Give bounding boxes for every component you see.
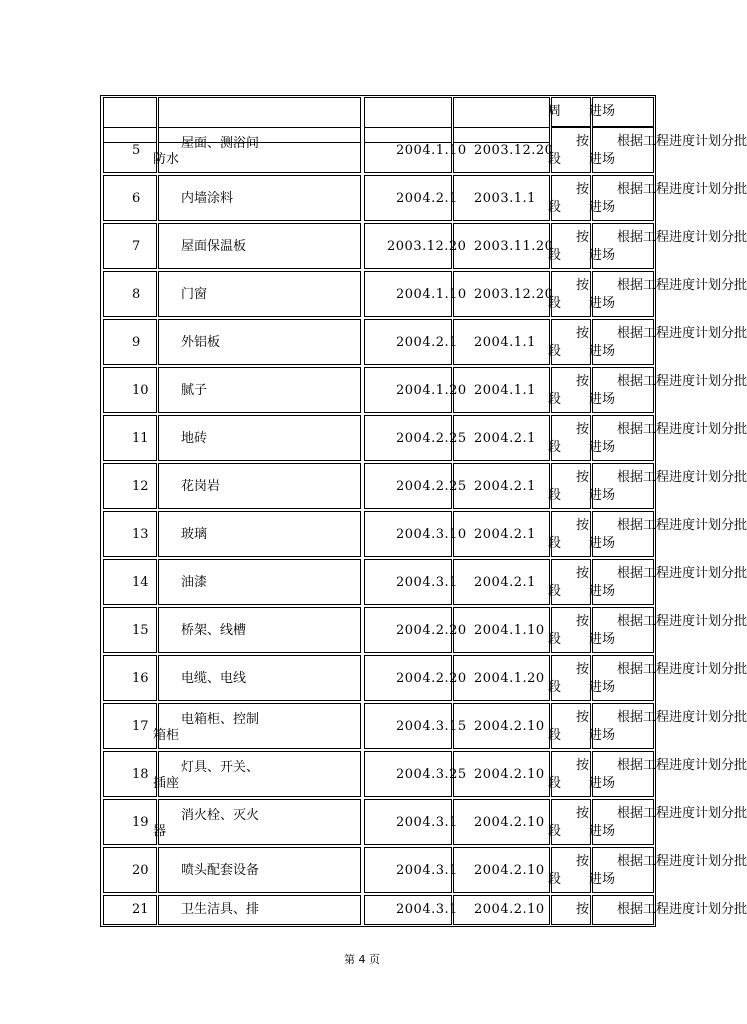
date2-text: 2004.2.1 (474, 479, 536, 494)
date1-cell (364, 415, 467, 461)
plan-cell (589, 415, 747, 461)
table-row (101, 366, 747, 414)
date1-cell (364, 703, 467, 749)
row-number-cell (103, 703, 157, 749)
duan-text: 段 (548, 728, 562, 743)
date2-text: 2004.1.1 (474, 383, 536, 398)
plan-text: 根据工程进度计划分批 (617, 278, 747, 293)
date2-cell (453, 799, 550, 845)
table-cell (589, 97, 654, 127)
jinchang-text: 进场 (589, 536, 616, 551)
material-name-cell (153, 127, 361, 173)
plan-cell (589, 127, 747, 173)
an-text: 按 (576, 518, 590, 533)
an-cell (548, 559, 591, 605)
plan-text: 根据工程进度计划分批 (617, 854, 747, 869)
date2-cell (453, 559, 550, 605)
material-schedule-table (100, 95, 747, 927)
material-name-line1: 屋面、测浴间 (181, 136, 260, 151)
date1-text: 2004.1.10 (396, 287, 467, 302)
material-name: 油漆 (181, 575, 208, 590)
an-cell (548, 703, 591, 749)
an-text: 按 (576, 422, 590, 437)
date1-cell (364, 847, 458, 893)
material-name-line1: 灯具、开关、 (181, 760, 260, 775)
page-footer: 第 4 页 (344, 953, 380, 966)
date1-text: 2004.2.1 (396, 191, 458, 206)
material-name-cell (158, 607, 361, 653)
date1-cell (364, 655, 467, 701)
date2-text: 2004.2.10 (474, 767, 545, 782)
material-name-cell (153, 799, 361, 845)
jinchang-text: 进场 (589, 248, 616, 263)
date2-text: 2004.2.10 (474, 719, 545, 734)
date2-text: 2004.1.20 (474, 671, 545, 686)
an-text: 按 (576, 614, 590, 629)
date1-text: 2004.1.10 (396, 143, 467, 158)
date1-text: 2004.2.25 (396, 431, 467, 446)
plan-cell (589, 703, 747, 749)
material-name: 卫生洁具、排 (181, 902, 260, 917)
row-number: 5 (132, 143, 141, 158)
date2-text: 2003.11.20 (474, 239, 554, 254)
an-cell (548, 463, 591, 509)
jinchang-text: 进场 (589, 824, 616, 839)
date2-text: 2003.12.20 (474, 287, 554, 302)
material-name: 玻璃 (181, 527, 208, 542)
jinchang-text: 进场 (589, 872, 616, 887)
table-row (101, 558, 747, 606)
plan-text: 根据工程进度计划分批 (617, 662, 747, 677)
date1-cell (364, 463, 467, 509)
material-name-line1: 消火栓、灭火 (181, 808, 260, 823)
jinchang-text: 进场 (589, 392, 616, 407)
material-name: 地砖 (181, 431, 208, 446)
duan-text: 段 (548, 248, 562, 263)
row-number-cell (103, 319, 157, 365)
material-name-cell (153, 703, 361, 749)
date2-text: 2004.1.10 (474, 623, 545, 638)
plan-text: 根据工程进度计划分批 (617, 758, 747, 773)
row-number-cell (103, 847, 157, 893)
row-number: 17 (132, 719, 149, 734)
plan-cell (589, 175, 747, 221)
duan-text: 段 (548, 392, 562, 407)
an-text: 按 (576, 230, 590, 245)
date1-cell (364, 751, 467, 797)
date2-cell (453, 655, 550, 701)
row-number-cell (103, 175, 157, 221)
date1-text: 2004.1.20 (396, 383, 467, 398)
row-number: 18 (132, 767, 149, 782)
table-cell (548, 97, 591, 127)
material-name: 门窗 (181, 287, 208, 302)
jinchang-text: 进场 (589, 200, 616, 215)
plan-text: 根据工程进度计划分批 (617, 902, 747, 917)
date1-text: 2004.3.25 (396, 767, 467, 782)
table-row (101, 654, 747, 702)
date2-text: 2004.1.1 (474, 335, 536, 350)
row-number: 15 (132, 623, 149, 638)
an-text: 按 (576, 662, 590, 677)
plan-cell (589, 847, 747, 893)
jinchang-text: 进场 (589, 680, 616, 695)
duan-text: 段 (548, 536, 562, 551)
plan-cell (589, 319, 747, 365)
jinchang-text: 进场 (589, 584, 616, 599)
an-cell (548, 607, 591, 653)
plan-text: 根据工程进度计划分批 (617, 806, 747, 821)
an-cell (548, 799, 591, 845)
material-name: 屋面保温板 (181, 239, 247, 254)
row-number: 11 (132, 431, 149, 446)
row-number-cell (103, 463, 157, 509)
plan-text: 根据工程进度计划分批 (617, 518, 747, 533)
date1-cell (364, 511, 467, 557)
row-number-cell (103, 895, 157, 925)
duan-text: 段 (548, 440, 562, 455)
date1-cell (364, 559, 458, 605)
plan-text: 根据工程进度计划分批 (617, 566, 747, 581)
row-number: 10 (132, 383, 149, 398)
an-text: 按 (576, 758, 590, 773)
an-cell (548, 223, 591, 269)
plan-text: 根据工程进度计划分批 (617, 326, 747, 341)
plan-text: 根据工程进度计划分批 (617, 710, 747, 725)
table-row (101, 846, 747, 894)
plan-cell (589, 511, 747, 557)
material-name: 喷头配套设备 (181, 863, 260, 878)
material-name-cell (158, 559, 361, 605)
date1-text: 2004.3.1 (396, 863, 458, 878)
plan-cell (589, 559, 747, 605)
material-name-cell (158, 895, 361, 925)
table-row (101, 462, 747, 510)
row-number: 21 (132, 902, 149, 917)
date1-cell (364, 895, 458, 925)
material-name: 花岗岩 (181, 479, 221, 494)
jinchang-text: 进场 (589, 728, 616, 743)
date2-text: 2004.2.10 (474, 863, 545, 878)
date2-cell (453, 895, 550, 925)
jinchang-text: 进场 (589, 440, 616, 455)
jinchang-text: 进场 (589, 296, 616, 311)
date1-text: 2004.2.20 (396, 623, 467, 638)
material-name: 电缆、电线 (181, 671, 247, 686)
date1-text: 2004.3.1 (396, 575, 458, 590)
date2-text: 2003.1.1 (474, 191, 536, 206)
row-number: 9 (132, 335, 141, 350)
plan-text: 根据工程进度计划分批 (617, 470, 747, 485)
date1-cell (364, 175, 458, 221)
plan-cell (589, 463, 747, 509)
row-number-cell (103, 367, 157, 413)
table-row (101, 750, 747, 798)
jinchang-text: 进场 (589, 776, 616, 791)
date1-cell (364, 127, 467, 173)
material-name-cell (158, 655, 361, 701)
row-number-cell (103, 607, 157, 653)
row-number-cell (103, 559, 157, 605)
date2-cell (453, 607, 550, 653)
an-cell (548, 127, 591, 173)
plan-cell (589, 751, 747, 797)
an-cell (548, 175, 591, 221)
table-row (101, 126, 747, 174)
material-name-cell (158, 511, 361, 557)
an-text: 按 (576, 374, 590, 389)
material-name: 腻子 (181, 383, 208, 398)
an-text: 按 (576, 326, 590, 341)
plan-cell (589, 607, 747, 653)
material-name-cell (158, 367, 361, 413)
plan-cell (589, 655, 747, 701)
row-number-cell (103, 127, 157, 173)
duan-text: 段 (548, 584, 562, 599)
row-number-cell (103, 511, 157, 557)
material-name-line2: 防水 (153, 152, 180, 167)
material-name-cell (158, 271, 361, 317)
table-row (101, 606, 747, 654)
date1-cell (364, 799, 458, 845)
plan-text: 根据工程进度计划分批 (617, 230, 747, 245)
material-name-cell (158, 319, 361, 365)
material-name-line1: 电箱柜、控制 (181, 712, 260, 727)
plan-cell (592, 895, 747, 925)
duan-text: 段 (548, 296, 562, 311)
an-cell (548, 751, 591, 797)
material-name-cell (158, 463, 361, 509)
date1-text: 2004.3.10 (396, 527, 467, 542)
row-number-cell (103, 799, 157, 845)
an-text: 按 (576, 470, 590, 485)
material-name: 内墙涂料 (181, 191, 234, 206)
duan-text: 段 (548, 776, 562, 791)
row-number: 6 (132, 191, 141, 206)
table-row (101, 702, 747, 750)
table-row (101, 174, 747, 222)
plan-text: 根据工程进度计划分批 (617, 182, 747, 197)
date2-cell (453, 367, 550, 413)
row-number: 7 (132, 239, 141, 254)
material-name-cell (158, 847, 361, 893)
date1-cell (364, 319, 458, 365)
material-name: 外铝板 (181, 335, 221, 350)
material-name-cell (158, 415, 361, 461)
material-name-cell (153, 751, 361, 797)
an-cell (551, 895, 591, 925)
plan-text: 根据工程进度计划分批 (617, 374, 747, 389)
jinchang-text: 进场 (589, 488, 616, 503)
date1-text: 2004.2.1 (396, 335, 458, 350)
row-number-cell (103, 223, 157, 269)
an-cell (548, 271, 591, 317)
table-row (101, 270, 747, 318)
date2-text: 2004.2.1 (474, 431, 536, 446)
an-text: 按 (576, 710, 590, 725)
plan-cell (589, 367, 747, 413)
plan-text: 根据工程进度计划分批 (617, 134, 747, 149)
material-name-cell (158, 223, 361, 269)
duan-text: 段 (548, 680, 562, 695)
row-number: 20 (132, 863, 149, 878)
row-number-cell (103, 655, 157, 701)
table-row (101, 414, 747, 462)
material-name-line2: 插座 (153, 776, 180, 791)
date2-text: 2003.12.20 (474, 143, 554, 158)
row-number: 19 (132, 815, 149, 830)
date1-cell (364, 223, 467, 269)
date2-cell (453, 175, 550, 221)
row-number: 8 (132, 287, 141, 302)
jinchang-text: 进场 (589, 344, 616, 359)
duan-text: 段 (548, 344, 562, 359)
duan-text: 段 (548, 824, 562, 839)
row-number-cell (103, 415, 157, 461)
row-number: 16 (132, 671, 149, 686)
date2-cell (453, 703, 550, 749)
date2-text: 2004.2.1 (474, 575, 536, 590)
table-row (101, 894, 747, 942)
row-number: 12 (132, 479, 149, 494)
date2-cell (453, 271, 554, 317)
material-name-line2: 器 (153, 824, 167, 839)
an-cell (548, 655, 591, 701)
date1-text: 2004.2.25 (396, 479, 467, 494)
an-text: 按 (576, 566, 590, 581)
plan-cell (589, 271, 747, 317)
duan-text: 段 (548, 872, 562, 887)
table-row (101, 318, 747, 366)
date2-text: 2004.2.1 (474, 527, 536, 542)
date2-cell (453, 319, 550, 365)
material-name: 桥架、线槽 (181, 623, 247, 638)
an-text: 按 (576, 278, 590, 293)
table-row (101, 510, 747, 558)
date1-cell (364, 367, 467, 413)
row-number: 13 (132, 527, 149, 542)
date1-text: 2004.3.1 (396, 902, 458, 917)
row-number: 14 (132, 575, 149, 590)
date2-cell (453, 751, 550, 797)
plan-cell (589, 223, 747, 269)
duan-text: 段 (548, 200, 562, 215)
date2-cell (453, 415, 550, 461)
duan-text: 段 (548, 632, 562, 647)
date2-cell (453, 223, 554, 269)
jinchang-text: 进场 (589, 104, 616, 119)
date1-text: 2004.3.1 (396, 815, 458, 830)
date2-cell (453, 847, 550, 893)
an-cell (548, 847, 591, 893)
date2-cell (453, 463, 550, 509)
an-text: 按 (576, 854, 590, 869)
date2-cell (453, 511, 550, 557)
table-row (101, 798, 747, 846)
date2-cell (453, 127, 554, 173)
date2-text: 2004.2.10 (474, 902, 545, 917)
an-cell (548, 319, 591, 365)
date1-cell (364, 271, 467, 317)
row-number-cell (103, 271, 157, 317)
date1-text: 2003.12.20 (387, 239, 467, 254)
date1-cell (364, 607, 467, 653)
date1-text: 2004.3.15 (396, 719, 467, 734)
zhou-text: 周 (548, 104, 562, 119)
plan-cell (589, 799, 747, 845)
table-row (101, 222, 747, 270)
an-cell (548, 367, 591, 413)
an-text: 按 (576, 806, 590, 821)
plan-text: 根据工程进度计划分批 (617, 422, 747, 437)
jinchang-text: 进场 (589, 632, 616, 647)
row-number-cell (103, 751, 157, 797)
date2-text: 2004.2.10 (474, 815, 545, 830)
an-cell (548, 415, 591, 461)
duan-text: 段 (548, 488, 562, 503)
an-cell (548, 511, 591, 557)
material-name-line2: 箱柜 (153, 728, 180, 743)
an-text: 按 (576, 182, 590, 197)
jinchang-text: 进场 (589, 152, 616, 167)
duan-text: 段 (548, 152, 562, 167)
an-text: 按 (576, 134, 590, 149)
date1-text: 2004.2.20 (396, 671, 467, 686)
plan-text: 根据工程进度计划分批 (617, 614, 747, 629)
material-name-cell (158, 175, 361, 221)
an-text: 按 (576, 902, 590, 917)
